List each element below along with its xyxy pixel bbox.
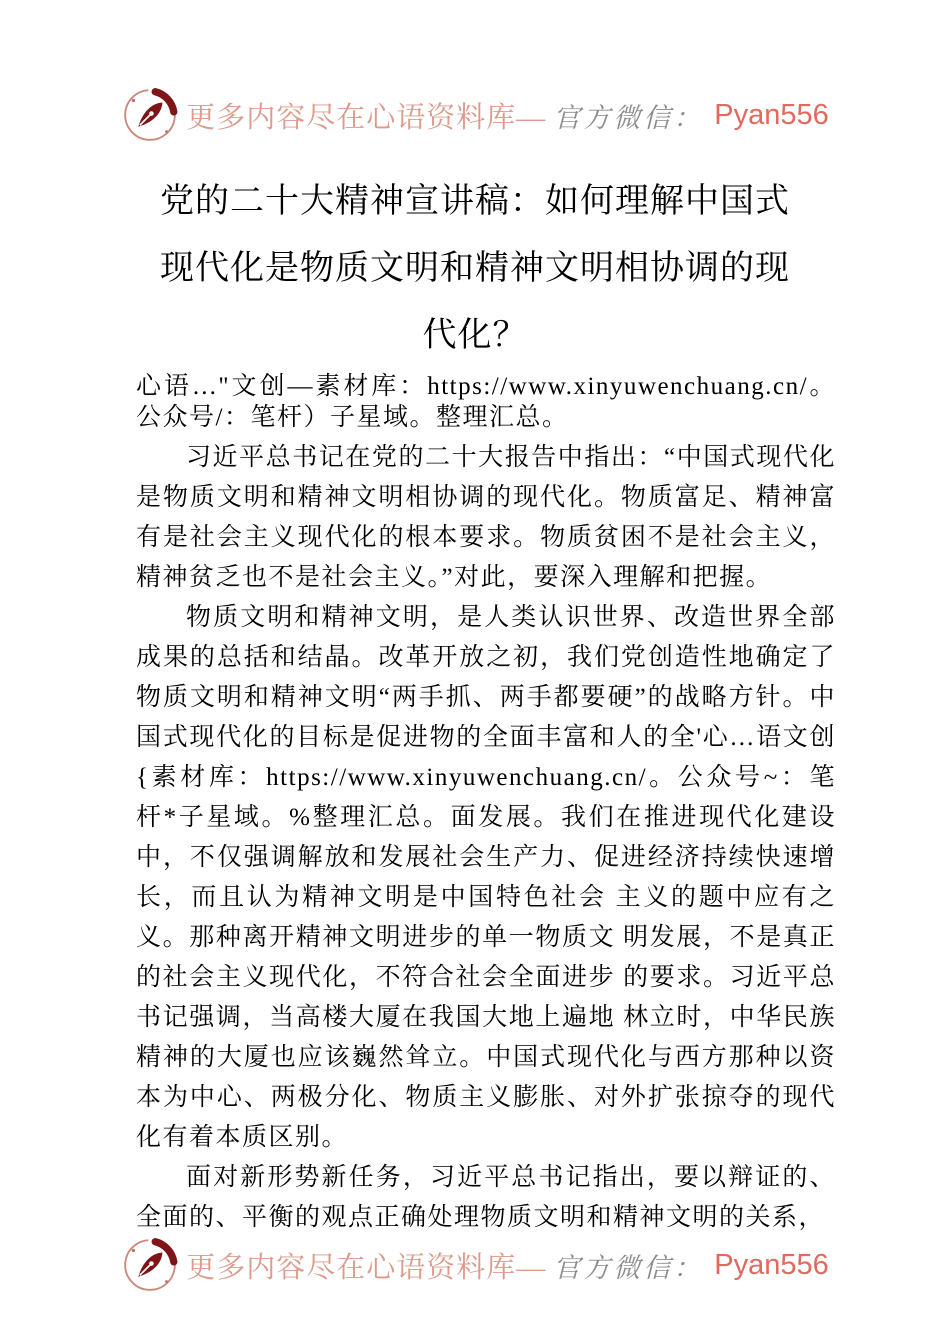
- pen-nib-logo-icon: [121, 86, 179, 144]
- pen-nib-logo-icon: [121, 1236, 179, 1294]
- body-paragraph: 习近平总书记在党的二十大报告中指出：“中国式现代化是物质文明和精神文明相协调的现代化。物质富足、精神富有是社会主义现代化的根本要求。物质贫困不是社会主义，精神贫乏也不是社会主义。”对此，要深入理解和把握。: [136, 444, 836, 591]
- footer-brand-text: 更多内容尽在心语资料库—: [186, 1251, 547, 1284]
- document-title: [125, 168, 825, 369]
- header-brand: [0, 86, 950, 144]
- header-wechat-id: Pyan556: [714, 98, 829, 131]
- header-wechat-label: 官方微信：: [553, 102, 704, 133]
- body-paragraph-watermark: 心语…"文创—素材库：https://www.xinyuwenchuang.cn/。公众号/：笔杆）子星域。整理汇总。: [136, 373, 836, 431]
- footer-wechat-label: 官方微信：: [553, 1252, 704, 1283]
- header-brand-text: 更多内容尽在心语资料库—: [186, 101, 547, 134]
- title-line-3: 代化？: [422, 317, 528, 354]
- document-body: [136, 371, 836, 1238]
- title-line-1: 党的二十大精神宣讲稿：如何理解中国式: [160, 183, 790, 220]
- footer-wechat-id: Pyan556: [714, 1248, 829, 1281]
- body-paragraph: 面对新形势新任务，习近平总书记指出，要以辩证的、全面的、平衡的观点正确处理物质文明和精神文明的关系，: [136, 1164, 836, 1231]
- body-paragraph: 物质文明和精神文明，是人类认识世界、改造世界全部成果的总括和结晶。改革开放之初，我们党创造性地确定了物质文明和精神文明“两手抓、两手都要硬”的战略方针。中国式现代化的目标是促进物的全面丰富和人的全'心…语文创{素材库：https://www.xinyuwenchuang.cn/。公众号~：笔杆*子星域。%整理汇总。面发展。我们在推进现代化建设中，不仅强调解放和发展社会生产力、促进经济持续快速增长，而且认为精神文明是中国特色社会 主义的题中应有之义。那种离开精神文明进步的单一物质文 明发展，不是真正的社会主义现代化，不符合社会全面进步 的要求。习近平总书记强调，当高楼大厦在我国大地上遍地 林立时，中华民族精神的大厦也应该巍然耸立。中国式现代化与西方那种以资本为中心、两极分化、物质主义膨胀、对外扩张掠夺的现代化有着本质区别。: [136, 604, 836, 1151]
- title-line-2: 现代化是物质文明和精神文明相协调的现: [160, 250, 790, 287]
- footer-brand: [0, 1236, 950, 1294]
